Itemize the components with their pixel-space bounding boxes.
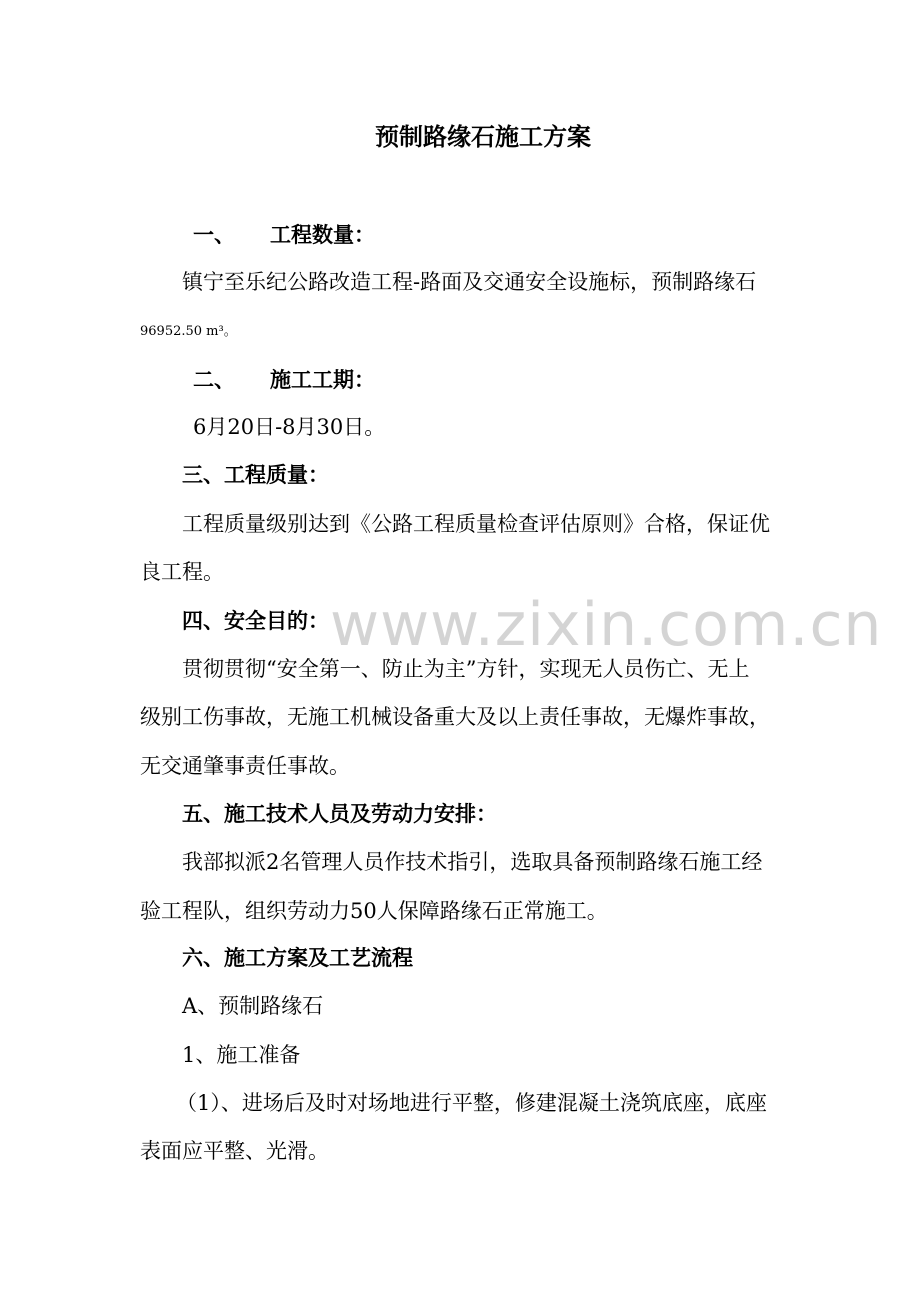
section-6-paragraph-line-1: （1）、进场后及时对场地进行平整，修建混凝土浇筑底座，底座 [176, 1091, 767, 1115]
section-2-heading: 施工工期： [270, 367, 375, 392]
section-5-heading: 五、施工技术人员及劳动力安排： [182, 801, 497, 826]
section-2-paragraph: 6月20日-8月30日。 [193, 415, 386, 439]
section-2-number: 二、 [193, 367, 235, 392]
section-6-subheading-1: 1、施工准备 [182, 1043, 301, 1067]
section-3-paragraph-line-2: 良工程。 [140, 560, 224, 584]
section-3-heading: 三、工程质量： [182, 462, 329, 487]
section-4-paragraph-line-2: 级别工伤事故，无施工机械设备重大及以上责任事故，无爆炸事故， [140, 705, 770, 729]
section-4-heading: 四、安全目的： [182, 608, 329, 633]
section-4-paragraph-line-3: 无交通肇事责任事故。 [140, 754, 350, 778]
section-1-number: 一、 [193, 222, 235, 247]
section-1-paragraph-line-1: 镇宁至乐纪公路改造工程-路面及交通安全设施标，预制路缘石 [182, 270, 757, 294]
section-4-paragraph-line-1: 贯彻贯彻“安全第一、防止为主”方针，实现无人员伤亡、无上 [182, 657, 750, 681]
section-1-paragraph-line-2: 96952.50 m³。 [140, 324, 237, 339]
section-6-paragraph-line-2: 表面应平整、光滑。 [140, 1139, 329, 1163]
document-title: 预制路缘石施工方案 [375, 122, 591, 151]
section-3-paragraph-line-1: 工程质量级别达到《公路工程质量检查评估原则》合格，保证优 [182, 512, 770, 536]
watermark: www.zixin.com.cn [330, 590, 883, 660]
section-5-paragraph-line-1: 我部拟派2名管理人员作技术指引，选取具备预制路缘石施工经 [182, 850, 763, 874]
section-1-heading: 工程数量： [270, 222, 375, 247]
section-6-subheading-a: A、预制路缘石 [182, 994, 324, 1018]
section-5-paragraph-line-2: 验工程队，组织劳动力50人保障路缘石正常施工。 [140, 899, 608, 923]
section-6-heading: 六、施工方案及工艺流程 [182, 945, 413, 970]
